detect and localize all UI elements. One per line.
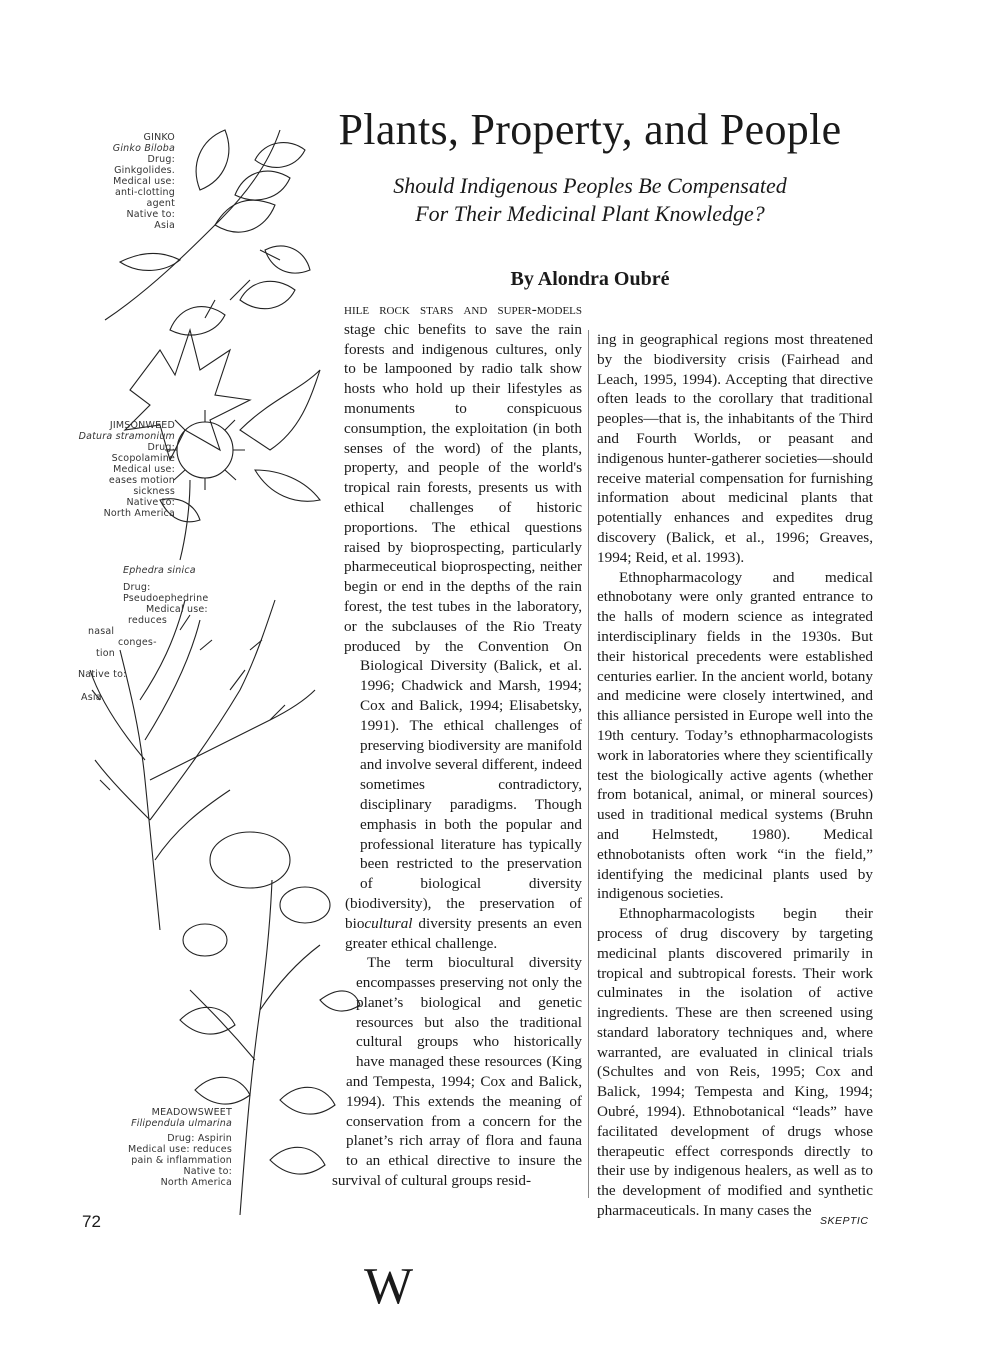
- caption-line: Medical use:: [146, 604, 208, 615]
- caption-line: Medical use:: [113, 176, 175, 187]
- body-column-1: [320, 300, 582, 1361]
- caption-line: anti-clotting: [114, 187, 175, 198]
- caption-line: Medical use: reduces: [127, 1144, 232, 1155]
- caption-line: Drug:: [147, 442, 175, 453]
- caption-line: North America: [160, 1177, 232, 1188]
- caption-line: Scopolamine: [111, 453, 175, 464]
- caption-line: reduces: [128, 615, 168, 626]
- article-title: Plants, Property, and People: [338, 105, 842, 154]
- caption-line: Native to:: [78, 669, 127, 680]
- caption-line: sickness: [133, 486, 175, 497]
- caption-line: Native to:: [183, 1166, 232, 1177]
- caption-ginko: [60, 132, 175, 231]
- paragraph: The term biocultural diversity encompasses preserving not only the planet’s biological and genetic resources but also the traditional cultural groups who historically have managed these resources (King and Tempesta, 1994; Cox and Balick, 1994). This extends the meaning of conservation from a concern for the planet’s rich array of flora and fauna to an ethical directive to insure the survival of cultural groups resid-: [332, 954, 582, 1190]
- caption-line: Asia: [81, 692, 102, 703]
- caption-line: tion: [96, 648, 115, 659]
- paragraph: ing in geographical regions most threatened by the biodiversity crisis (Fairhead and Leach, 1995, 1994). Accepting that directive often leads to the corollary that traditional peoples—that is, the inhabitants of the Third and Fourth Worlds, or peasant and indigenous hunter-gatherer societies—should receive material compensation for furnishing information about medicinal plants that potentially enhances and expedites drug discovery (Balick, et al., 1996; Greaves, 1994; Reid, et al. 1993).: [597, 331, 873, 566]
- body-column-2: [597, 330, 873, 1221]
- running-head: SKEPTIC: [820, 1215, 869, 1227]
- caption-line: Drug: Aspirin: [167, 1133, 232, 1144]
- caption-line: nasal: [88, 626, 115, 637]
- caption-line: JIMSONWEED: [109, 420, 175, 431]
- caption-line: eases motion: [108, 475, 175, 486]
- column-divider: [588, 330, 589, 1198]
- caption-line: GINKO: [143, 132, 175, 143]
- caption-line: agent: [146, 198, 175, 209]
- caption-jimsonweed: [60, 420, 175, 519]
- caption-line: Native to:: [126, 209, 175, 220]
- drop-cap: W: [364, 1258, 414, 1315]
- byline: By Alondra Oubré: [510, 268, 670, 290]
- lead-in: hile rock stars and super-models: [344, 301, 582, 318]
- paragraph: Ethnopharmacology and medical ethnobotany were only granted entrance to the halls of modern science as integrated interdisciplinary fields in the 1930s. But their historical precedents were established centuries earlier. In the ancient world, botany and medicine were closely intertwined, and this alliance persisted in Europe well into the 19th century. Today’s ethnopharmacologists work in laboratories where they scientifically test the biologically active agents (whether from botanical, animal, or mineral sources) used in traditional medical systems (Bruhn and Helmstedt, 1980). Medical ethnobotanists often work “in the field,” identifying the medicinal plants used by indigenous societies.: [597, 568, 873, 903]
- paragraph-text: diversity presents an even greater ethical challenge.: [345, 914, 582, 952]
- caption-line: Medical use:: [113, 464, 175, 475]
- caption-line: Ginkgolides.: [114, 165, 175, 176]
- caption-line: Drug: Pseudoephedrine: [123, 582, 209, 604]
- caption-line: Filipendula ulmarina: [131, 1118, 232, 1129]
- caption-ephedra: [78, 565, 238, 703]
- caption-line: Ginko Biloba: [112, 143, 175, 154]
- caption-line: MEADOWSWEET: [151, 1107, 232, 1118]
- caption-line: Ephedra sinica: [123, 565, 196, 576]
- subtitle-line: For Their Medicinal Plant Knowledge?: [415, 201, 765, 226]
- caption-line: pain & inflammation: [131, 1155, 232, 1166]
- caption-line: Datura stramonium: [78, 431, 175, 442]
- paragraph-text: stage chic benefits to save the rain forests and indigenous cultures, only to be lampooned by radio talk show hosts who hold up their lifestyles as monuments to conspicuous consumption, the exploitation (in both senses of the word) of the plants, property, and people of the world's tropical rain forests, presents us with ethical challenges of historic proportions. The ethical questions raised by bioprospecting, particularly pharmeceutical bioprospecting, neither begin or end in the depths of the rain forest, the test tubes in the laboratory, or the subclauses of the Rio Treaty produced by the Convention On Biological Diversity (Balick, et al. 1996; Chadwick and Marsh, 1994; Cox and Balick, 1994; Elisabetsky, 1991). The ethical challenges of preserving biodiversity are manifold and involve several different, indeed sometimes contradictory, disciplinary paradigms. Though emphasis in both the popular and professional literature has typically been restricted to the preservation of biological diversity (biodiversity), the preservation of bio: [344, 320, 582, 932]
- caption-line: North America: [103, 508, 175, 519]
- caption-meadowsweet: [110, 1107, 232, 1188]
- caption-line: conges-: [118, 637, 157, 648]
- caption-line: Native to:: [126, 497, 175, 508]
- caption-line: Drug:: [147, 154, 175, 165]
- paragraph: Ethnopharmacologists begin their process of drug discovery by targeting medicinal plants discovered primarily in tropical and subtropical forests. Their work culminates in the isolation of active ingredients. These are then screened using standard laboratory techniques and, where warranted, are evaluated in clinical trials (Schultes and von Reis, 1995; Cox and Balick, 1994; Tempesta and King, 1994; Oubré, 1994). Ethnobotanical “leads” have facilitated development of drugs whose therapeutic effect corresponds directly to their use by indigenous healers, as well as to the development of modified and synthetic pharmaceuticals. In many cases the: [597, 905, 873, 1220]
- article-subtitle: [330, 172, 850, 228]
- paragraph-italic: cultural: [364, 914, 413, 932]
- page-number: 72: [82, 1212, 101, 1231]
- subtitle-line: Should Indigenous Peoples Be Compensated: [393, 173, 787, 198]
- caption-line: Asia: [154, 220, 175, 231]
